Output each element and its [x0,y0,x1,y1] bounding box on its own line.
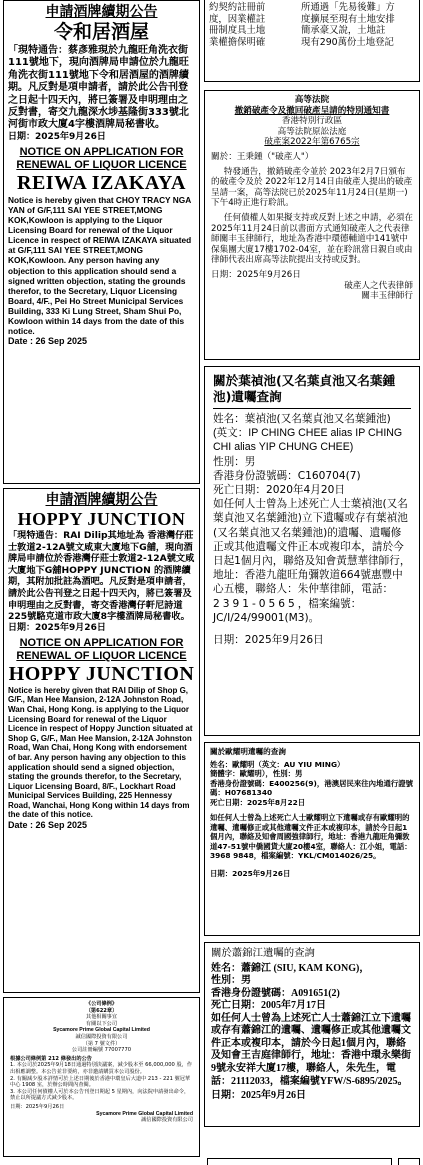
liquor-notice-reiwa [3,0,200,484]
death-date: 死亡日期：2025年8月22日 [210,797,306,807]
notice-heading-zh: 申請酒牌續期公告 [45,492,158,508]
notice-body: 如任何人士曾為上述死亡人士蕭錦江立下遺囑或存有蕭錦江的遺囑、遺囑修正或其他遺囑文件正本或複印本，請於今日起1個月內，聯絡及知會王吉庭律師行，地址：香港中環永樂街9號永安祥大廈17樓，聯絡人，朱先生，電話：21112033，檔案編號YFW/S-6895/2025。 [211,1012,411,1087]
deceased-hkid: 香港身份證號碼：A091651(2) [211,987,340,999]
notice-body: 如任何人士曾為上述死亡人士葉禎池(又名葉貞池又名葉鍾池)立下遺囑或存有葉禎池(又名葉貞池又名葉鍾池)的遺囑、遺囑修正或其他遺囑文件正本或複印本，請於今日起1個月內，聯絡及知會黃慧華律師行，地址：香港九龍旺角彌敦道664號惠豐中心五樓，聯絡人：朱仲華律師，電話：2391-0565，檔案編號：JC/I/24/99001(M3)。 [213,498,411,624]
notice-date: 日期：2025年9月26日 [10,1103,65,1110]
notice-date-en: Date : 26 Sep 2025 [8,820,88,831]
court-name: 高等法院 [294,95,330,105]
will-inquiry-au-yiu-ming [204,742,420,936]
notice-date-zh: 日期：2025年9月26日 [8,622,106,633]
article-row: 業權擔保明確 現有290萬份土地登記 [209,36,394,48]
business-name-en: REIWA IZAKAYA [17,171,186,194]
article-row: 約契約註冊前 所通過「先易後難」方 [209,2,395,13]
signature-role: 破產人之代表律師 [344,280,413,291]
death-date: 死亡日期：2020年4月20日 [213,484,345,497]
notice-re: 關於：王秉鍾（"破產人"） [211,151,314,162]
notice-date: 日期：2025年9月26日 [213,634,324,647]
signature-firm: 關丰玉律師行 [361,291,413,302]
death-date: 死亡日期：2005年7月17日 [211,1000,326,1012]
company-notice [3,997,200,1157]
business-name-zh: 令和居酒屋 [53,21,149,43]
notice-body-en: Notice is hereby given that RAI Dilip of Shop G, G/F., Man Hee Mansion, 2-12A Johnston Road, Wan Chai, Hong Kong. is applying to the Liquor Licensing Board for renewal of the Liquor Licence in respect of Hoppy Junction situated at Shop G, G/F., Man Hee Mansion, 2-12A Johnston Road, Wan Chai, Hong Kong with endorsement of bar. Any person having any objection to this application should send a signed objection, stating the grounds therefor, to the Secretary, Liquor Licensing Board, 8/F., Lockhart Road Municipal Services Building, 225 Hennessy Road, Wanchai, Hong Kong within 14 days from the date of this notice. [8,685,193,820]
signature-en: Sycamore Prime Global Capital Limited [96,1110,193,1117]
notice-line: （第622章） [85,1007,118,1014]
article-row: 冊制度具土地 簡承豪又說，土地註 [209,25,386,37]
notice-body-zh: 「現特通告：蔡彥雅現於九龍旺角洗衣街111號地下，現向酒牌局申請位於九龍旺角洗衣街111號地下令和居酒屋的酒牌續期。凡反對是項申請者，請於此公告刊登之日起十四天內，將已簽署及申明理由之反對書，寄交九龍深水埗基隆街333號北河街市政大廈4字樓酒牌局秘書收。 [8,45,189,131]
right-column [204,0,420,1127]
notice-title: 撤銷破產令及撤回破產呈請的特別通知書 [234,105,390,116]
notice-body: 如任何人士曾為上述死亡人士歐耀明立下遺囑或存有歐耀明的遺囑、遺囑修正或其他遺囑文件正本或複印本，請於今日起1個月內，聯絡及知會周國強律師行，地址：香港九龍旺角彌敦道47-51號中僑國貨大廈20樓4室，聯絡人：江小姐，電話：3968 9848，檔案編號：YKL/CM014026/25。 [210,813,412,861]
deceased-sex: 性別：男 [213,455,256,468]
phone-number: 2391-0565 [213,597,298,610]
notice-item: 1. 本公司於2025年9月18日通過特別決議案，減少股本至 66,000,000 股，作出相應調整。本公告並非要約，亦非邀請購買本公司股份。 [10,1062,193,1075]
notice-item: 2. 有關減少股本詳情可於上述日期後於香港中環皇后大道中 213 - 221 號冠華中心 1908 室，於辦公時間內查閱。 [10,1075,191,1089]
deceased-name: 姓名：蕭錦江 (SIU, KAM KONG)， [211,963,370,974]
notice-paragraph: 特發通告，撤銷破產令並於 2023年2月7日頒布的破產令及於 2022年12月14日由破產人提出的破產呈請一案，高等法院已於2025年11月24日(星期一)下午4時正進行聆訊。 [211,166,413,209]
business-name-en: HOPPY JUNCTION [8,662,195,685]
notice-date-en: Date : 26 Sep 2025 [8,336,88,347]
deceased-sex: 性別：男 [211,975,251,987]
deceased-hkid: 香港身份證號碼：C160704(7) [213,469,361,482]
left-column [3,0,200,1157]
article-fragment [204,0,420,82]
article-row: 度，因業權註 度擴展至現有土地安排 [209,13,395,25]
deceased-name-en: (英文：IP CHING CHEE alias IP CHING CHI alias YIP CHUNG CHEE) [213,427,403,454]
notice-date: 日期：2025年9月26日 [210,869,291,878]
deceased-name: 姓名：歐耀明（英文：AU YIU MING） [210,760,345,769]
notice-line: 《公司條例》 [85,1001,118,1007]
notice-date: 日期：2025年9月26日 [211,269,301,280]
notice-line: 有關以下公司 [85,1020,118,1027]
notice-date: 日期：2025年9月26日 [211,1090,306,1102]
notice-body-en: Notice is hereby given that CHOY TRACY NGA YAN of G/F,111 SAI YEE STREET,MONG KOK,Kowloon is applying to the Liquor Licensing Board for renewal of the Liquor Licence in respect of REIWA IZAKAYA situated at G/F,111 SAI YEE STREET,MONG KOK,Kowloon. Any person having any objection to this application should send a signed written objection, stating the grounds therefor, to the Secretary, Liquor Licensing Board, 4/F., Pei Ho Street Municipal Services Building, 333 Ki Lung Street, Sham Shui Po, Kowloon within 14 days from the date of this notice. [8,194,192,337]
signature-zh: 誠信國際投資有限公司 [141,1117,193,1124]
partial-box-bottom-left [207,1158,392,1165]
company-name-zh: 誠信國際投資有限公司 [75,1033,128,1040]
company-number: 公司註冊編號 77007770 [71,1047,132,1054]
notice-line: （第 7 號文件） [82,1040,121,1047]
bankruptcy-notice [204,90,420,360]
notice-heading-en: NOTICE ON APPLICATION FOR RENEWAL OF LIQUOR LICENCE [16,145,187,171]
deceased-sex: 簡體字：歐耀明），性別：男 [210,769,303,779]
notice-paragraph: 任何債權人如果擬支持或反對上述之申請，必須在2025年11月24日前以書面方式通知破產人之代表律師關丰玉律師行，地址為香港中環德輔道中141號中保集團大廈17樓1702-04室，並在聆訊當日親自或由律師代表出席高等法院提出支持或反對。 [211,212,413,266]
will-inquiry-ip-ching-chee [204,366,420,736]
business-name-en-top: HOPPY JUNCTION [17,509,186,529]
case-number: 破產案2022年第6765宗 [264,137,360,148]
company-name-en: Sycamore Prime Global Capital Limited [53,1027,150,1034]
notice-item: 3. 本公司任何債權人可於本公告刊登日期起 5 星期內，向法院申請發出命令，禁止以所提議方式減少股本。 [10,1088,190,1102]
notice-line: 其他相關事宜 [85,1014,118,1021]
liquor-notice-hoppy [3,488,200,993]
notice-title: 關於蕭錦江遺囑的查詢 [211,947,315,959]
deceased-hkid: 香港身份證號碼：E400256(9)，港澳居民來往內地通行證號碼：H07681340 [210,778,414,798]
partial-box-bottom-right [398,1158,420,1165]
notice-date-zh: 日期：2025年9月26日 [8,131,106,142]
notice-body-zh: 「現特通告：RAI Dilip其地址為 香港灣仔莊士敦道2-12A號文咸東大廈地下G舖，現向酒牌局申請位於香港灣仔莊士敦道2-12A號文咸大廈地下G舖HOPPY JUNCTION 的酒牌續期，其附加批註為酒吧。凡反對是項申請者，請於此公告刊登之日起十四天內，將已簽署及申明理由之反對書，寄交香港灣仔軒尼詩道225號駱克道市政大廈8字樓酒牌局秘書收。 [8,530,195,623]
deceased-name: 姓名：葉禎池(又名葉貞池又名葉鍾池) [213,413,391,425]
notice-subtitle: 高等法院原訟法庭 [277,126,347,137]
will-inquiry-siu-kam-kong [204,942,420,1127]
notice-intro: 根據公司條例第 212 條發出的公告 [10,1055,92,1062]
notice-title: 關於歐耀明遺囑的查詢 [210,747,286,756]
notice-heading-en: NOTICE ON APPLICATION FOR RENEWAL OF LIQUOR LICENCE [16,636,187,662]
notice-title: 關於葉禎池(又名葉貞池又名葉鍾池)遺囑查詢 [213,373,396,404]
notice-heading-zh: 申請酒牌續期公告 [45,4,158,20]
notice-subtitle: 香港特別行政區 [281,116,343,127]
